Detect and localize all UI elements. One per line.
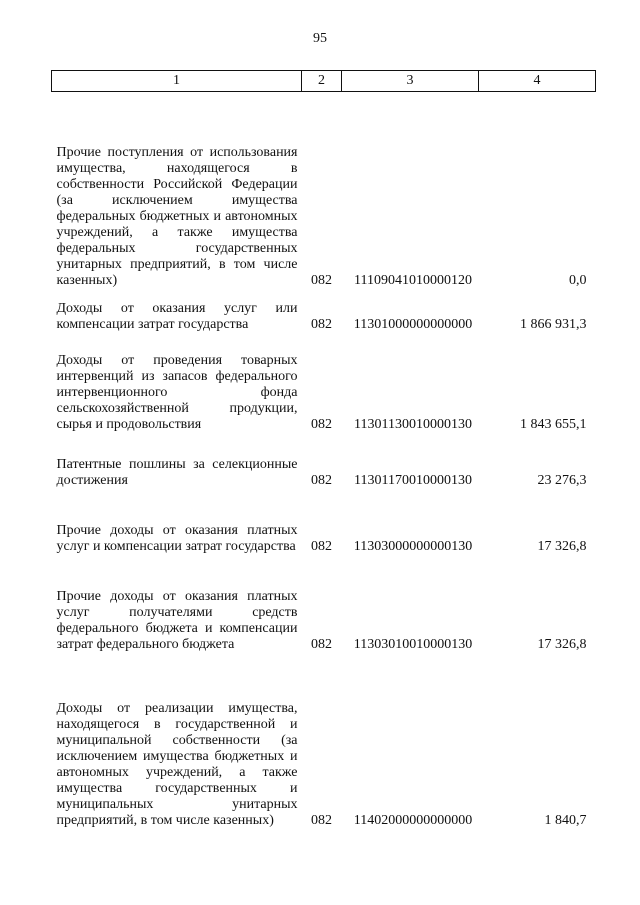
row-admin-code: 082 [311,538,332,554]
row-amount: 0,0 [569,272,587,288]
row-admin-code: 082 [311,272,332,288]
header-col-3: 3 [342,71,479,92]
row-admin-code: 082 [311,472,332,488]
row-amount: 1 840,7 [544,812,587,828]
row-admin-code: 082 [311,812,332,828]
row-admin-code: 082 [311,416,332,432]
row-amount: 23 276,3 [537,472,587,488]
row-description: Доходы от оказания услуг или компенсации затрат государства [56,300,298,332]
row-kbk-code: 11301130010000130 [354,416,472,432]
header-row [52,71,596,92]
row-description: Прочие доходы от оказания платных услуг получателями средств федерального бюджета и компенсации затрат федерального бюджета [56,588,298,652]
row-kbk-code: 11402000000000000 [353,812,473,828]
row-kbk-code: 11303000000000130 [353,538,473,554]
table-header [52,71,596,92]
table-row [52,333,596,433]
table-body [52,92,596,829]
row-description: Прочие доходы от оказания платных услуг и компенсации затрат государства [56,522,298,554]
header-col-1: 1 [52,71,302,92]
header-col-4: 4 [479,71,596,92]
row-kbk-code: 11303010010000130 [353,636,473,652]
revenue-table [51,70,596,829]
row-amount: 17 326,8 [537,636,587,652]
row-amount: 17 326,8 [537,538,587,554]
row-admin-code: 082 [311,636,332,652]
row-description: Патентные пошлины за селекционные достижения [56,456,298,488]
header-col-2: 2 [302,71,342,92]
row-kbk-code: 11109041010000120 [354,272,472,288]
page-number: 95 [313,31,327,46]
row-admin-code: 082 [311,316,332,332]
row-description: Доходы от реализации имущества, находящегося в государственной и муниципальной собственности (за исключением имущества бюджетных и автономных учреждений, а также имущества государственных и муниципальных унитарных предприятий, в том числе казенных) [56,701,298,828]
row-description: Прочие поступления от использования имущества, находящегося в собственности Российской Федерации (за исключением имущества федеральных бюджетных и автономных учреждений, а также имущества федеральных государственных унитарных предприятий, в том числе казенных) [56,145,298,288]
table-row [52,555,596,653]
row-kbk-code: 11301170010000130 [354,472,472,488]
table-row [52,289,596,333]
row-amount: 1 843 655,1 [520,416,587,432]
table-row [52,489,596,555]
row-kbk-code: 11301000000000000 [353,316,473,332]
table-row [52,433,596,489]
row-amount: 1 866 931,3 [520,316,587,332]
table-row [52,92,596,289]
table-row [52,653,596,829]
row-description: Доходы от проведения товарных интервенций из запасов федерального интервенционного фонда сельскохозяйственной продукции, сырья и продовольствия [56,352,298,432]
